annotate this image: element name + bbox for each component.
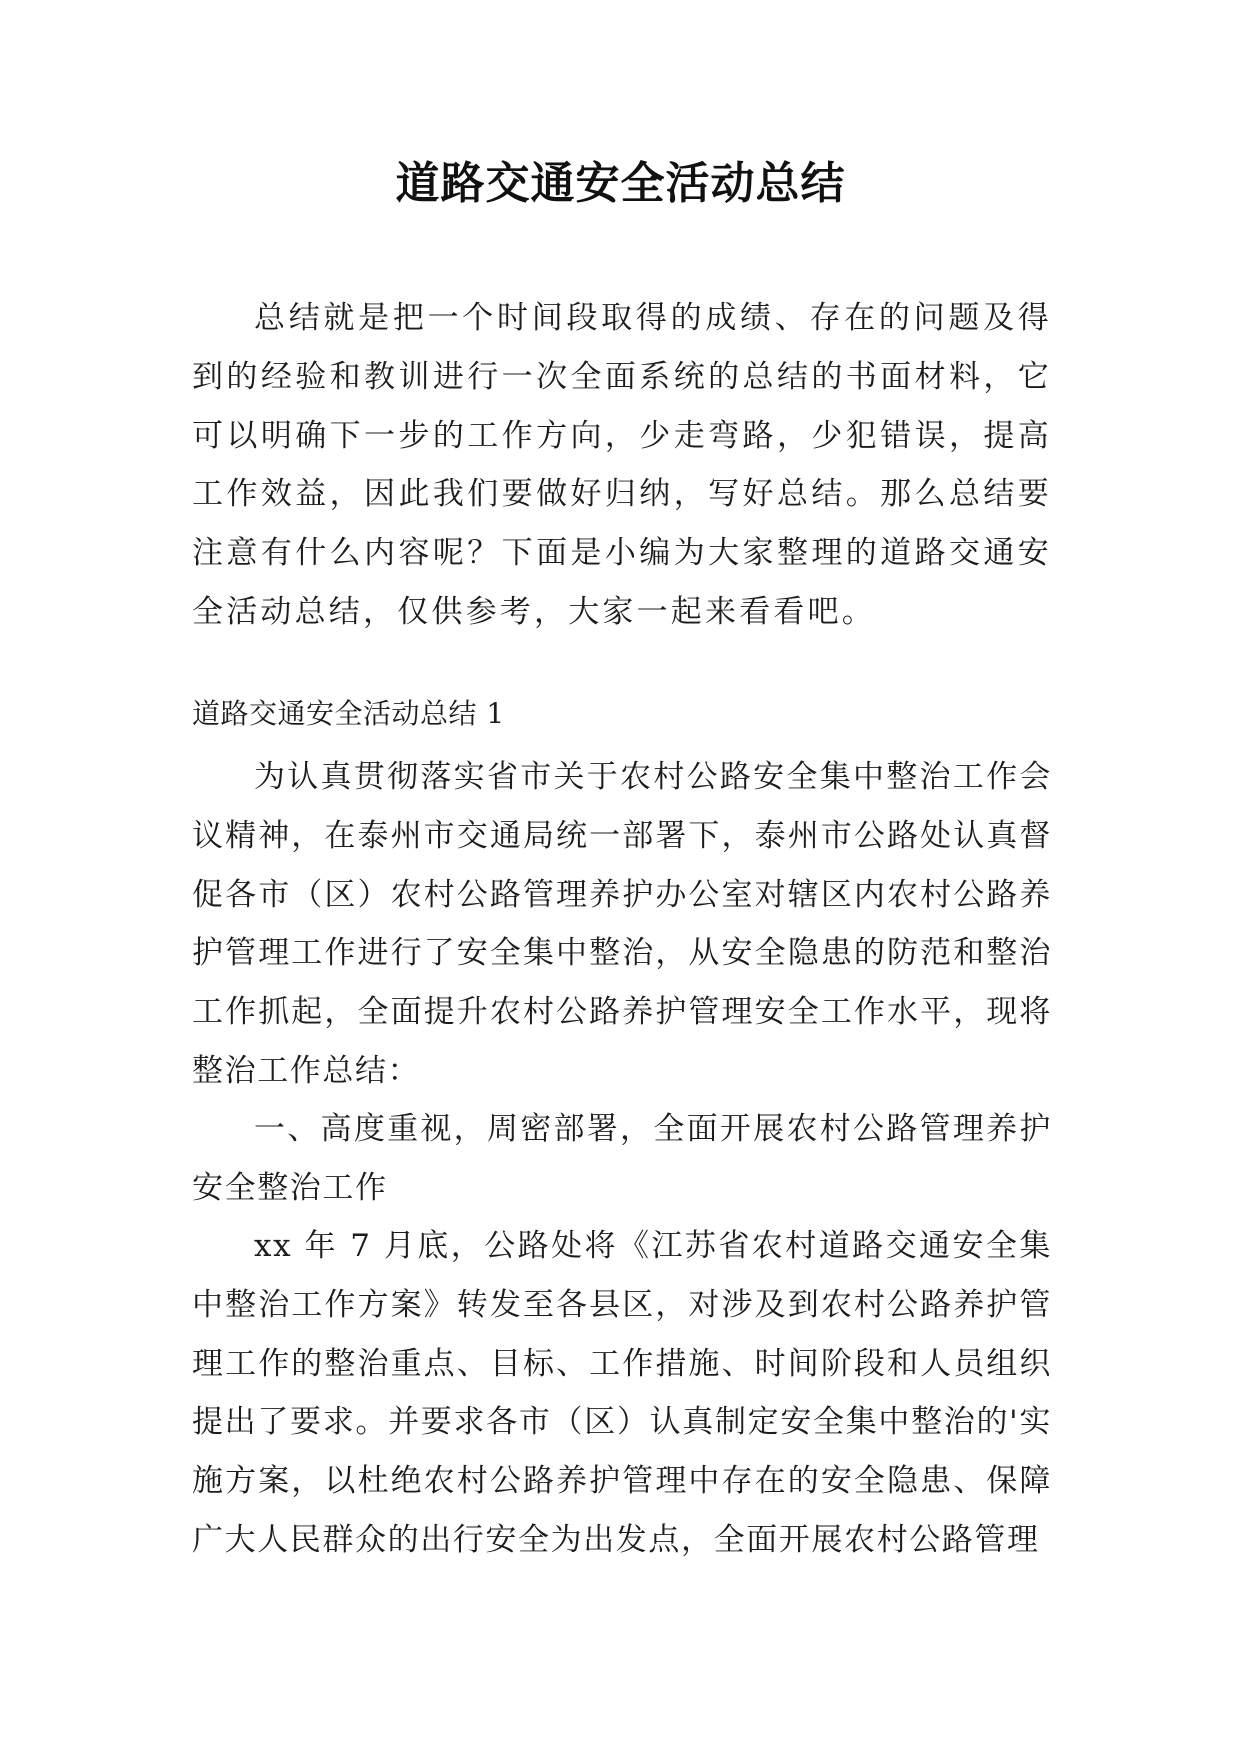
subheading-paragraph: 一、高度重视，周密部署，全面开展农村公路管理养护安全整治工作 [192,1111,1052,1206]
body-paragraph-2: xx 年 7 月底，公路处将《江苏省农村道路交通安全集中整治工作方案》转发至各县区，对涉及到农村公路养护管理工作的整治重点、目标、工作措施、时间阶段和人员组织提出了要求。并要求各市（区）认真制定安全集中整治的'实施方案，以杜绝农村公路养护管理中存在的安全隐患、保障广大人民群众的出行安全为出发点，全面开展农村公路管理 [192,1228,1052,1558]
page-title: 道路交通安全活动总结 [395,158,846,209]
intro-paragraph: 总结就是把一个时间段取得的成绩、存在的问题及得到的经验和教训进行一次全面系统的总结的书面材料，它可以明确下一步的工作方向，少走弯路，少犯错误，提高工作效益，因此我们要做好归纳，写好总结。那么总结要注意有什么内容呢？下面是小编为大家整理的道路交通安全活动总结，仅供参考，大家一起来看看吧。 [192,300,1052,630]
section-heading: 道路交通安全活动总结 1 [192,697,505,730]
body-paragraph-1: 为认真贯彻落实省市关于农村公路安全集中整治工作会议精神，在泰州市交通局统一部署下，泰州市公路处认真督促各市（区）农村公路管理养护办公室对辖区内农村公路养护管理工作进行了安全集中整治，从安全隐患的防范和整治工作抓起，全面提升农村公路养护管理安全工作水平，现将整治工作总结： [192,759,1052,1089]
